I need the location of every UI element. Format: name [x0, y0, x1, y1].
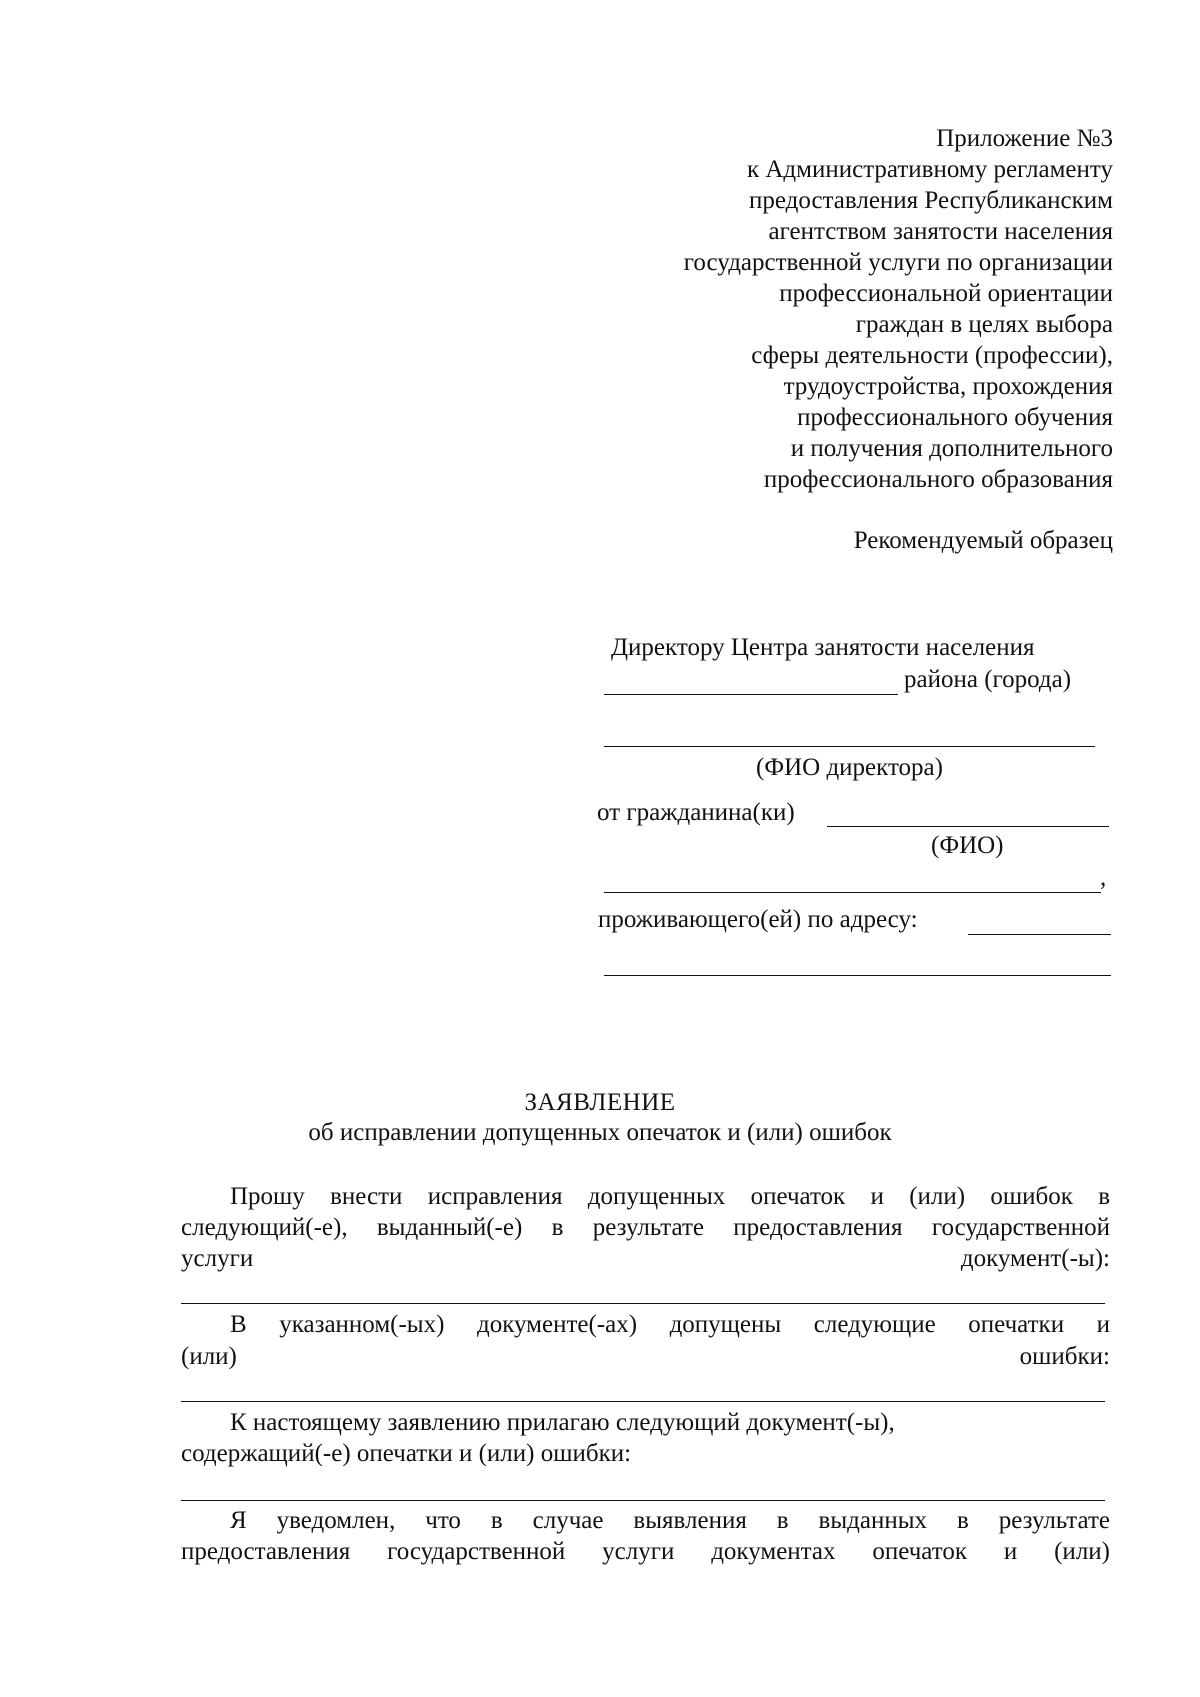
- citizen-fio-caption: (ФИО): [931, 832, 1004, 859]
- addressee-district: района (города): [904, 666, 1072, 693]
- appendix-line-4: агентством занятости населения: [768, 218, 1113, 245]
- sample-label: Рекомендуемый образец: [853, 527, 1113, 554]
- paragraph-3-line-1: К настоящему заявлению прилагаю следующий документ(-ы),: [230, 1409, 895, 1436]
- district-blank-line: [604, 694, 898, 695]
- comma: ,: [1100, 864, 1107, 891]
- appendix-line-5: государственной услуги по организации: [683, 249, 1113, 276]
- paragraph-2-last-left: (или): [181, 1343, 237, 1370]
- paragraph-1-line-1: Прошу внести исправления допущенных опечаток и (или) ошибок в: [230, 1183, 1110, 1210]
- appendix-line-8: сферы деятельности (профессии),: [751, 342, 1113, 369]
- director-fio-blank-line: [604, 746, 1095, 747]
- paragraph-2-last-right: ошибки:: [1019, 1343, 1110, 1370]
- from-citizen-label: от гражданина(ки): [597, 799, 795, 826]
- document-title: ЗАЯВЛЕНИЕ: [524, 1089, 676, 1116]
- appendix-line-2: к Административному регламенту: [746, 156, 1113, 183]
- citizen-fio-blank-line: [827, 826, 1109, 827]
- paragraph-2-line-1: В указанном(-ых) документе(-ах) допущены следующие опечатки и: [230, 1311, 1110, 1338]
- paragraph-1-last-right: документ(-ы):: [960, 1245, 1110, 1272]
- appendix-line-10: профессионального обучения: [797, 404, 1113, 431]
- citizen-name-cont-line: [604, 892, 1101, 893]
- paragraph-3-line-2: содержащий(-е) опечатки и (или) ошибки:: [181, 1440, 632, 1467]
- address-label: проживающего(ей) по адресу:: [598, 906, 918, 933]
- paragraph-4-line-1: Я уведомлен, что в случае выявления в выданных в результате: [230, 1507, 1110, 1534]
- appendix-line-3: предоставления Республиканским: [748, 187, 1113, 214]
- attachments-blank-line: [181, 1500, 1105, 1501]
- paragraph-1-last-left: услуги: [181, 1245, 254, 1272]
- address-blank-line: [968, 934, 1111, 935]
- appendix-line-7: граждан в целях выбора: [855, 311, 1113, 338]
- addressee-to-line: Директору Центра занятости населения: [611, 634, 1035, 661]
- appendix-line-11: и получения дополнительного: [790, 435, 1113, 462]
- appendix-line-6: профессиональной ориентации: [779, 280, 1113, 307]
- director-fio-caption: (ФИО директора): [756, 754, 943, 781]
- appendix-line-12: профессионального образования: [763, 466, 1113, 493]
- paragraph-1-line-2: следующий(-е), выданный(-е) в результате предоставления государственной: [181, 1214, 1110, 1241]
- appendix-line-1: Приложение №3: [936, 125, 1113, 152]
- address-cont-line: [604, 975, 1111, 976]
- paragraph-4-line-2: предоставления государственной услуги документах опечаток и (или): [181, 1538, 1110, 1565]
- appendix-line-9: трудоустройства, прохождения: [783, 373, 1113, 400]
- document-subtitle: об исправлении допущенных опечаток и (или) ошибок: [308, 1119, 892, 1146]
- errors-blank-line: [181, 1401, 1105, 1402]
- documents-blank-line: [181, 1303, 1105, 1304]
